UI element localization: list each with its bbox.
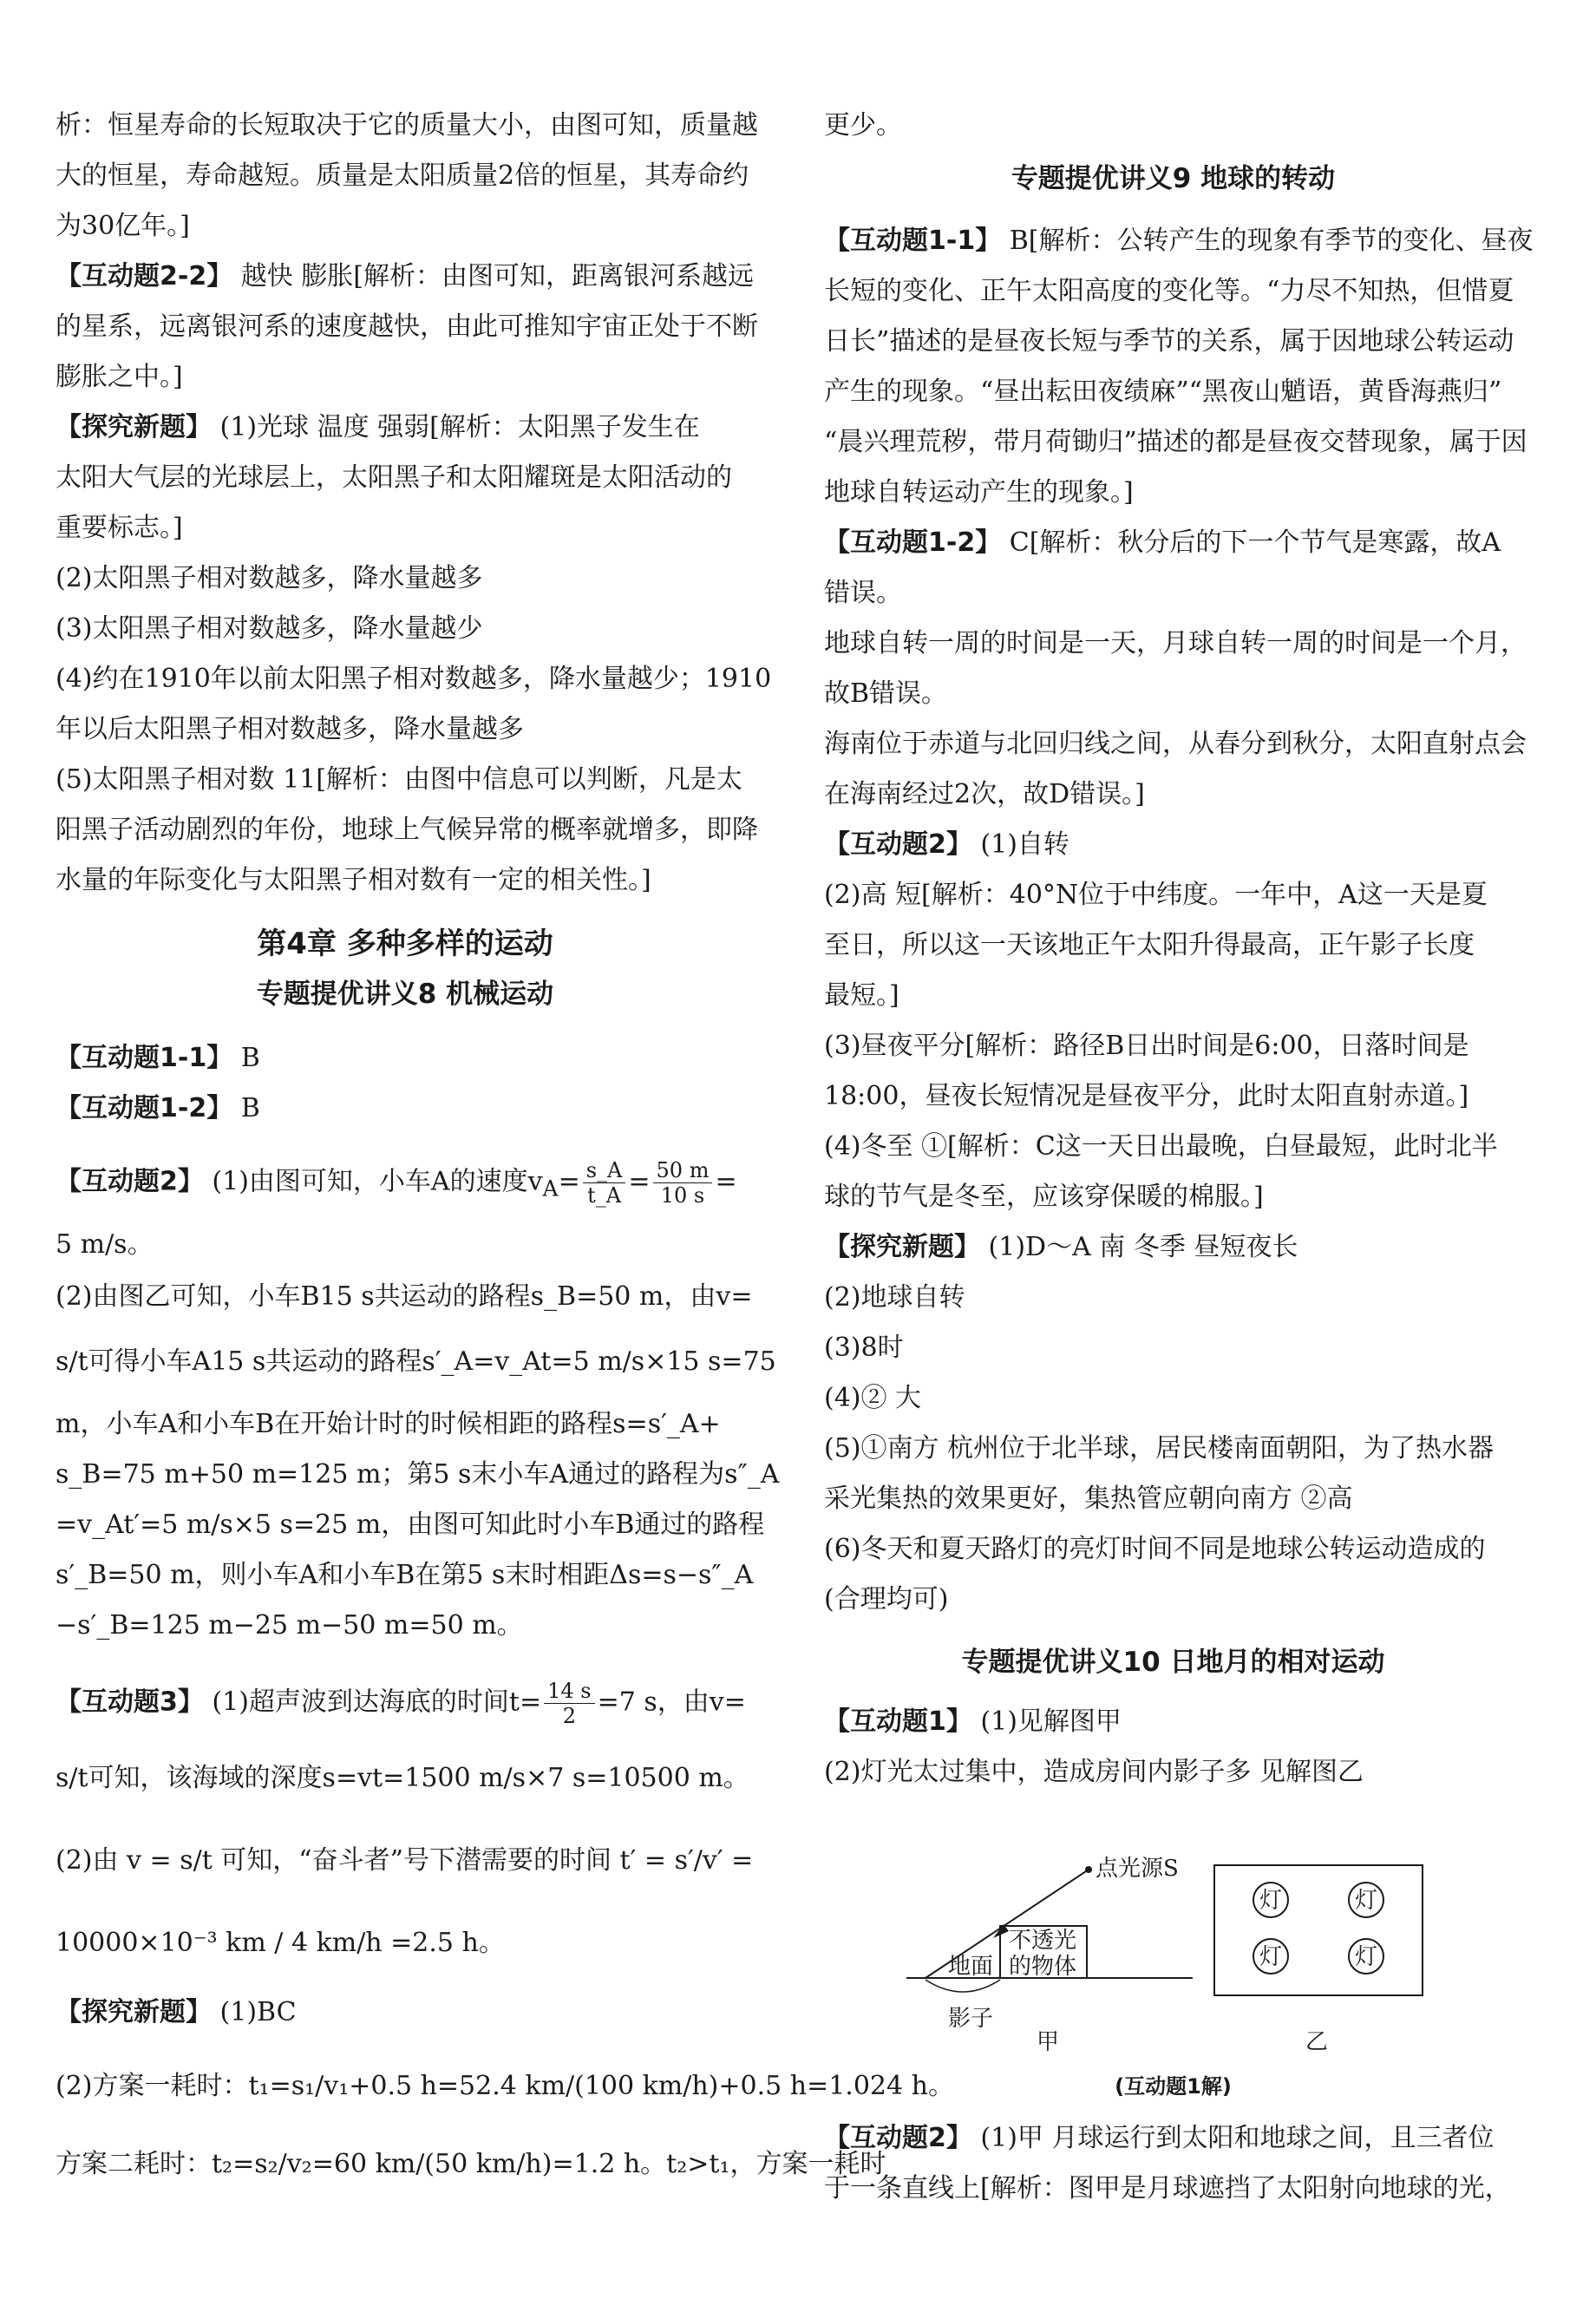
text-line: (5)太阳黑子相对数 11[解析：由图中信息可以判断，凡是太 [56, 764, 742, 795]
text-line: 产生的现象。“昼出耘田夜绩麻”“黑夜山魈语，黄昏海燕归” [824, 377, 1502, 407]
text-line: (2)灯光太过集中，造成房间内影子多 见解图乙 [824, 1757, 1364, 1787]
label-yi: 乙 [1305, 2029, 1329, 2055]
text-line [824, 828, 1069, 862]
text-line: s/t可知，该海域的深度s=vt=1500 m/s×7 s=10500 m。 [56, 1763, 749, 1793]
text-line: 膨胀之中。] [56, 362, 183, 392]
question-tag: 【探究新题】 [56, 1997, 212, 2027]
text-line: (2)由图乙可知，小车B15 s共运动的路程s_B=50 m，由v= [56, 1281, 753, 1312]
text-line: 地球自转运动产生的现象。] [824, 477, 1134, 508]
text-line: (3)太阳黑子相对数越多，降水量越少 [56, 613, 483, 644]
lamp-label: 灯 [1354, 1944, 1378, 1970]
subscript: A [542, 1176, 559, 1202]
question-tag: 【互动题2-2】 [56, 261, 233, 291]
chapter-heading: 第4章 多种多样的运动 [257, 927, 553, 961]
section-heading: 专题提优讲义9 地球的转动 [1011, 163, 1336, 194]
answer-text: (1)自转 [971, 829, 1069, 860]
text-line: 大的恒星，寿命越短。质量是太阳质量2倍的恒星，其寿命约 [56, 160, 749, 191]
text-line: (4)② 大 [824, 1383, 922, 1413]
text-line: 日长”描述的是昼夜长短与季节的关系，属于因地球公转运动 [824, 326, 1514, 357]
text-line: (4)约在1910年以前太阳黑子相对数越多，降水量越少；1910 [56, 664, 772, 694]
text-line: 错误。 [824, 578, 902, 608]
text-line: 10000×10⁻³ km / 4 km/h =2.5 h。 [56, 1928, 505, 1958]
lamp-label: 灯 [1259, 1888, 1283, 1914]
text-line: (6)冬天和夏天路灯的亮灯时间不同是地球公转运动造成的 [824, 1534, 1486, 1564]
answer-text: (1)D～A 南 冬季 昼短夜长 [980, 1232, 1298, 1262]
section-heading: 专题提优讲义8 机械运动 [256, 979, 554, 1010]
answer-text: (1)见解图甲 [971, 1706, 1122, 1737]
text-line: s_B=75 m+50 m=125 m；第5 s末小车A通过的路程为s″_A [56, 1459, 780, 1490]
fraction [583, 1158, 626, 1208]
text-line: (3)昼夜平分[解析：路径B日出时间是6:00，日落时间是 [824, 1031, 1469, 1061]
answer-text: (1)超声波到达海底的时间t= [203, 1687, 542, 1718]
numerator: s_A [583, 1158, 626, 1183]
text-line: 水量的年际变化与太阳黑子相对数有一定的相关性。] [56, 865, 651, 895]
ground-label: 地面 [948, 1954, 994, 1980]
text-line: (4)冬至 ①[解析：C这一天日出最晚，白昼最短，此时北半 [824, 1131, 1498, 1162]
text-line: =v_At′=5 m/s×5 s=25 m，由图可知此时小车B通过的路程 [56, 1510, 765, 1540]
question-tag: 【互动题2】 [824, 829, 972, 860]
text-line: (2)太阳黑子相对数越多，降水量越多 [56, 563, 483, 593]
text-line: −s′_B=125 m−25 m−50 m=50 m。 [56, 1610, 523, 1641]
question-tag: 【互动题1-2】 [56, 1093, 233, 1123]
text-line [824, 1705, 1122, 1739]
denominator: 2 [562, 1704, 576, 1728]
text-line: 最短。] [824, 980, 899, 1011]
text-line: (2)高 短[解析：40°N位于中纬度。一年中，A这一天是夏 [824, 880, 1488, 910]
text-line: 至日，所以这一天该地正午太阳升得最高，正午影子长度 [824, 930, 1475, 960]
shadow-diagram [906, 1848, 1427, 2065]
answer-text: (1)BC [212, 1997, 297, 2027]
point-source-label: 点光源S [1096, 1856, 1179, 1882]
equals-sign: = [715, 1166, 737, 1197]
text-line [56, 1041, 260, 1076]
text-line: m，小车A和小车B在开始计时的时候相距的路程s=s′_A+ [56, 1409, 721, 1439]
answer-text: B [232, 1093, 260, 1123]
denominator: 10 s [660, 1183, 705, 1208]
section-heading: 专题提优讲义10 日地月的相对运动 [961, 1647, 1385, 1678]
text-line: “晨兴理荒秽，带月荷锄归”描述的都是昼夜交替现象，属于因 [824, 427, 1527, 457]
question-tag: 【互动题2】 [824, 2123, 972, 2153]
figure-caption: (互动题1解) [1115, 2074, 1232, 2099]
text-line: 故B错误。 [824, 678, 948, 709]
numerator: 14 s [544, 1679, 594, 1704]
fraction [544, 1679, 594, 1728]
text-line [824, 526, 1501, 560]
text-line: (2)由 v = s/t 可知，“奋斗者”号下潜需要的时间 t′ = s′/v′ = [56, 1845, 754, 1876]
label-jia: 甲 [1037, 2029, 1060, 2055]
text-line: 18:00，昼夜长短情况是昼夜平分，此时太阳直射赤道。] [824, 1081, 1469, 1111]
text-line: 球的节气是冬至，应该穿保暖的棉服。] [824, 1182, 1264, 1212]
text-line: 方案二耗时：t₂=s₂/v₂=60 km/(50 km/h)=1.2 h。t₂>t₁，方案一耗时 [56, 2149, 886, 2179]
text-line: 长短的变化、正午太阳高度的变化等。“力尽不知热，但惜夏 [824, 276, 1514, 306]
text-line [56, 259, 754, 294]
text-line: s′_B=50 m，则小车A和小车B在第5 s末时相距Δs=s−s″_A [56, 1560, 754, 1590]
text-line [56, 1091, 260, 1126]
text-line: 重要标志。] [56, 513, 183, 543]
denominator: t_A [587, 1183, 622, 1208]
text-line: 太阳大气层的光球层上，太阳黑子和太阳耀斑是太阳活动的 [56, 462, 732, 493]
diagram-yi [1214, 1865, 1423, 2055]
answer-text: 越快 膨胀[解析：由图可知，距离银河系越远 [232, 261, 754, 291]
question-tag: 【互动题1】 [824, 1706, 972, 1737]
object-label-2: 的物体 [1009, 1954, 1077, 1980]
text-line: 阳黑子活动剧烈的年份，地球上气候异常的概率就增多，即降 [56, 815, 758, 845]
lamp-label: 灯 [1259, 1944, 1283, 1970]
question-tag: 【互动题1-1】 [56, 1043, 233, 1073]
answer-text: C[解析：秋分后的下一个节气是寒露，故A [1001, 527, 1501, 558]
object-label-1: 不透光 [1009, 1928, 1077, 1954]
answer-text: (1)光球 温度 强弱[解析：太阳黑子发生在 [212, 412, 700, 442]
text-line: 【互动题2】 (1)由图可知，小车A的速度$v_A=$ $\frac{s\_A}{t\_A}$ = $\frac{50 m}{10 s}$ = [56, 1158, 737, 1208]
answer-text: =7 s，由v= [597, 1687, 746, 1718]
text-line [824, 1230, 1298, 1265]
question-tag: 【探究新题】 [824, 1232, 980, 1262]
room-outline [1214, 1865, 1423, 1995]
text-line: (3)8时 [824, 1333, 904, 1363]
text-line: 为30亿年。] [56, 211, 190, 241]
text-line: (2)地球自转 [824, 1282, 965, 1313]
answer-text: B[解析：公转产生的现象有季节的变化、昼夜 [1001, 226, 1534, 256]
text-line: 在海南经过2次，故D错误。] [824, 779, 1145, 809]
numerator: 50 m [653, 1158, 713, 1183]
text-line: 析：恒星寿命的长短取决于它的质量大小，由图可知，质量越 [56, 110, 758, 141]
text-line: 5 m/s。 [56, 1229, 154, 1260]
text-line: 地球自转一周的时间是一天，月球自转一周的时间是一个月， [824, 628, 1527, 658]
answer-text: (1)甲 月球运行到太阳和地球之间，且三者位 [971, 2123, 1495, 2153]
shadow-label: 影子 [948, 2006, 994, 2032]
text-line: 年以后太阳黑子相对数越多，降水量越多 [56, 714, 524, 744]
text-line [824, 2121, 1494, 2156]
question-tag: 【互动题3】 [56, 1687, 204, 1718]
answer-text: B [232, 1043, 260, 1073]
text-line: 于一条直线上[解析：图甲是月球遮挡了太阳射向地球的光， [824, 2173, 1511, 2204]
diagram-jia [906, 1856, 1193, 2055]
lamp-label: 灯 [1354, 1888, 1378, 1914]
question-tag: 【互动题1-1】 [824, 226, 1002, 256]
fraction [653, 1158, 713, 1208]
text-line: 更少。 [824, 110, 902, 141]
text-line [824, 224, 1534, 259]
text-line [56, 410, 700, 445]
question-tag: 【探究新题】 [56, 412, 212, 442]
question-tag: 【互动题2】 [56, 1166, 204, 1197]
shadow-bracket [926, 1980, 1000, 1992]
text-line [56, 1995, 297, 2030]
text-line: 采光集热的效果更好，集热管应朝向南方 ②高 [824, 1483, 1353, 1514]
text-line: 的星系，远离银河系的速度越快，由此可推知宇宙正处于不断 [56, 311, 758, 342]
text-line [56, 1679, 746, 1728]
answer-text: (1)由图可知，小车A的速度v [203, 1166, 543, 1197]
question-tag: 【互动题1-2】 [824, 527, 1002, 558]
text-line: 海南位于赤道与北回归线之间，从春分到秋分，太阳直射点会 [824, 729, 1527, 759]
text-line: (5)①南方 杭州位于北半球，居民楼南面朝阳，为了热水器 [824, 1433, 1495, 1464]
text-line: (2)方案一耗时：t₁=s₁/v₁+0.5 h=52.4 km/(100 km/h)+0.5 h=1.024 h。 [56, 2071, 954, 2101]
text-line: (合理均可) [824, 1584, 949, 1614]
text-line: s/t可得小车A15 s共运动的路程s′_A=v_At=5 m/s×15 s=75 [56, 1346, 776, 1377]
